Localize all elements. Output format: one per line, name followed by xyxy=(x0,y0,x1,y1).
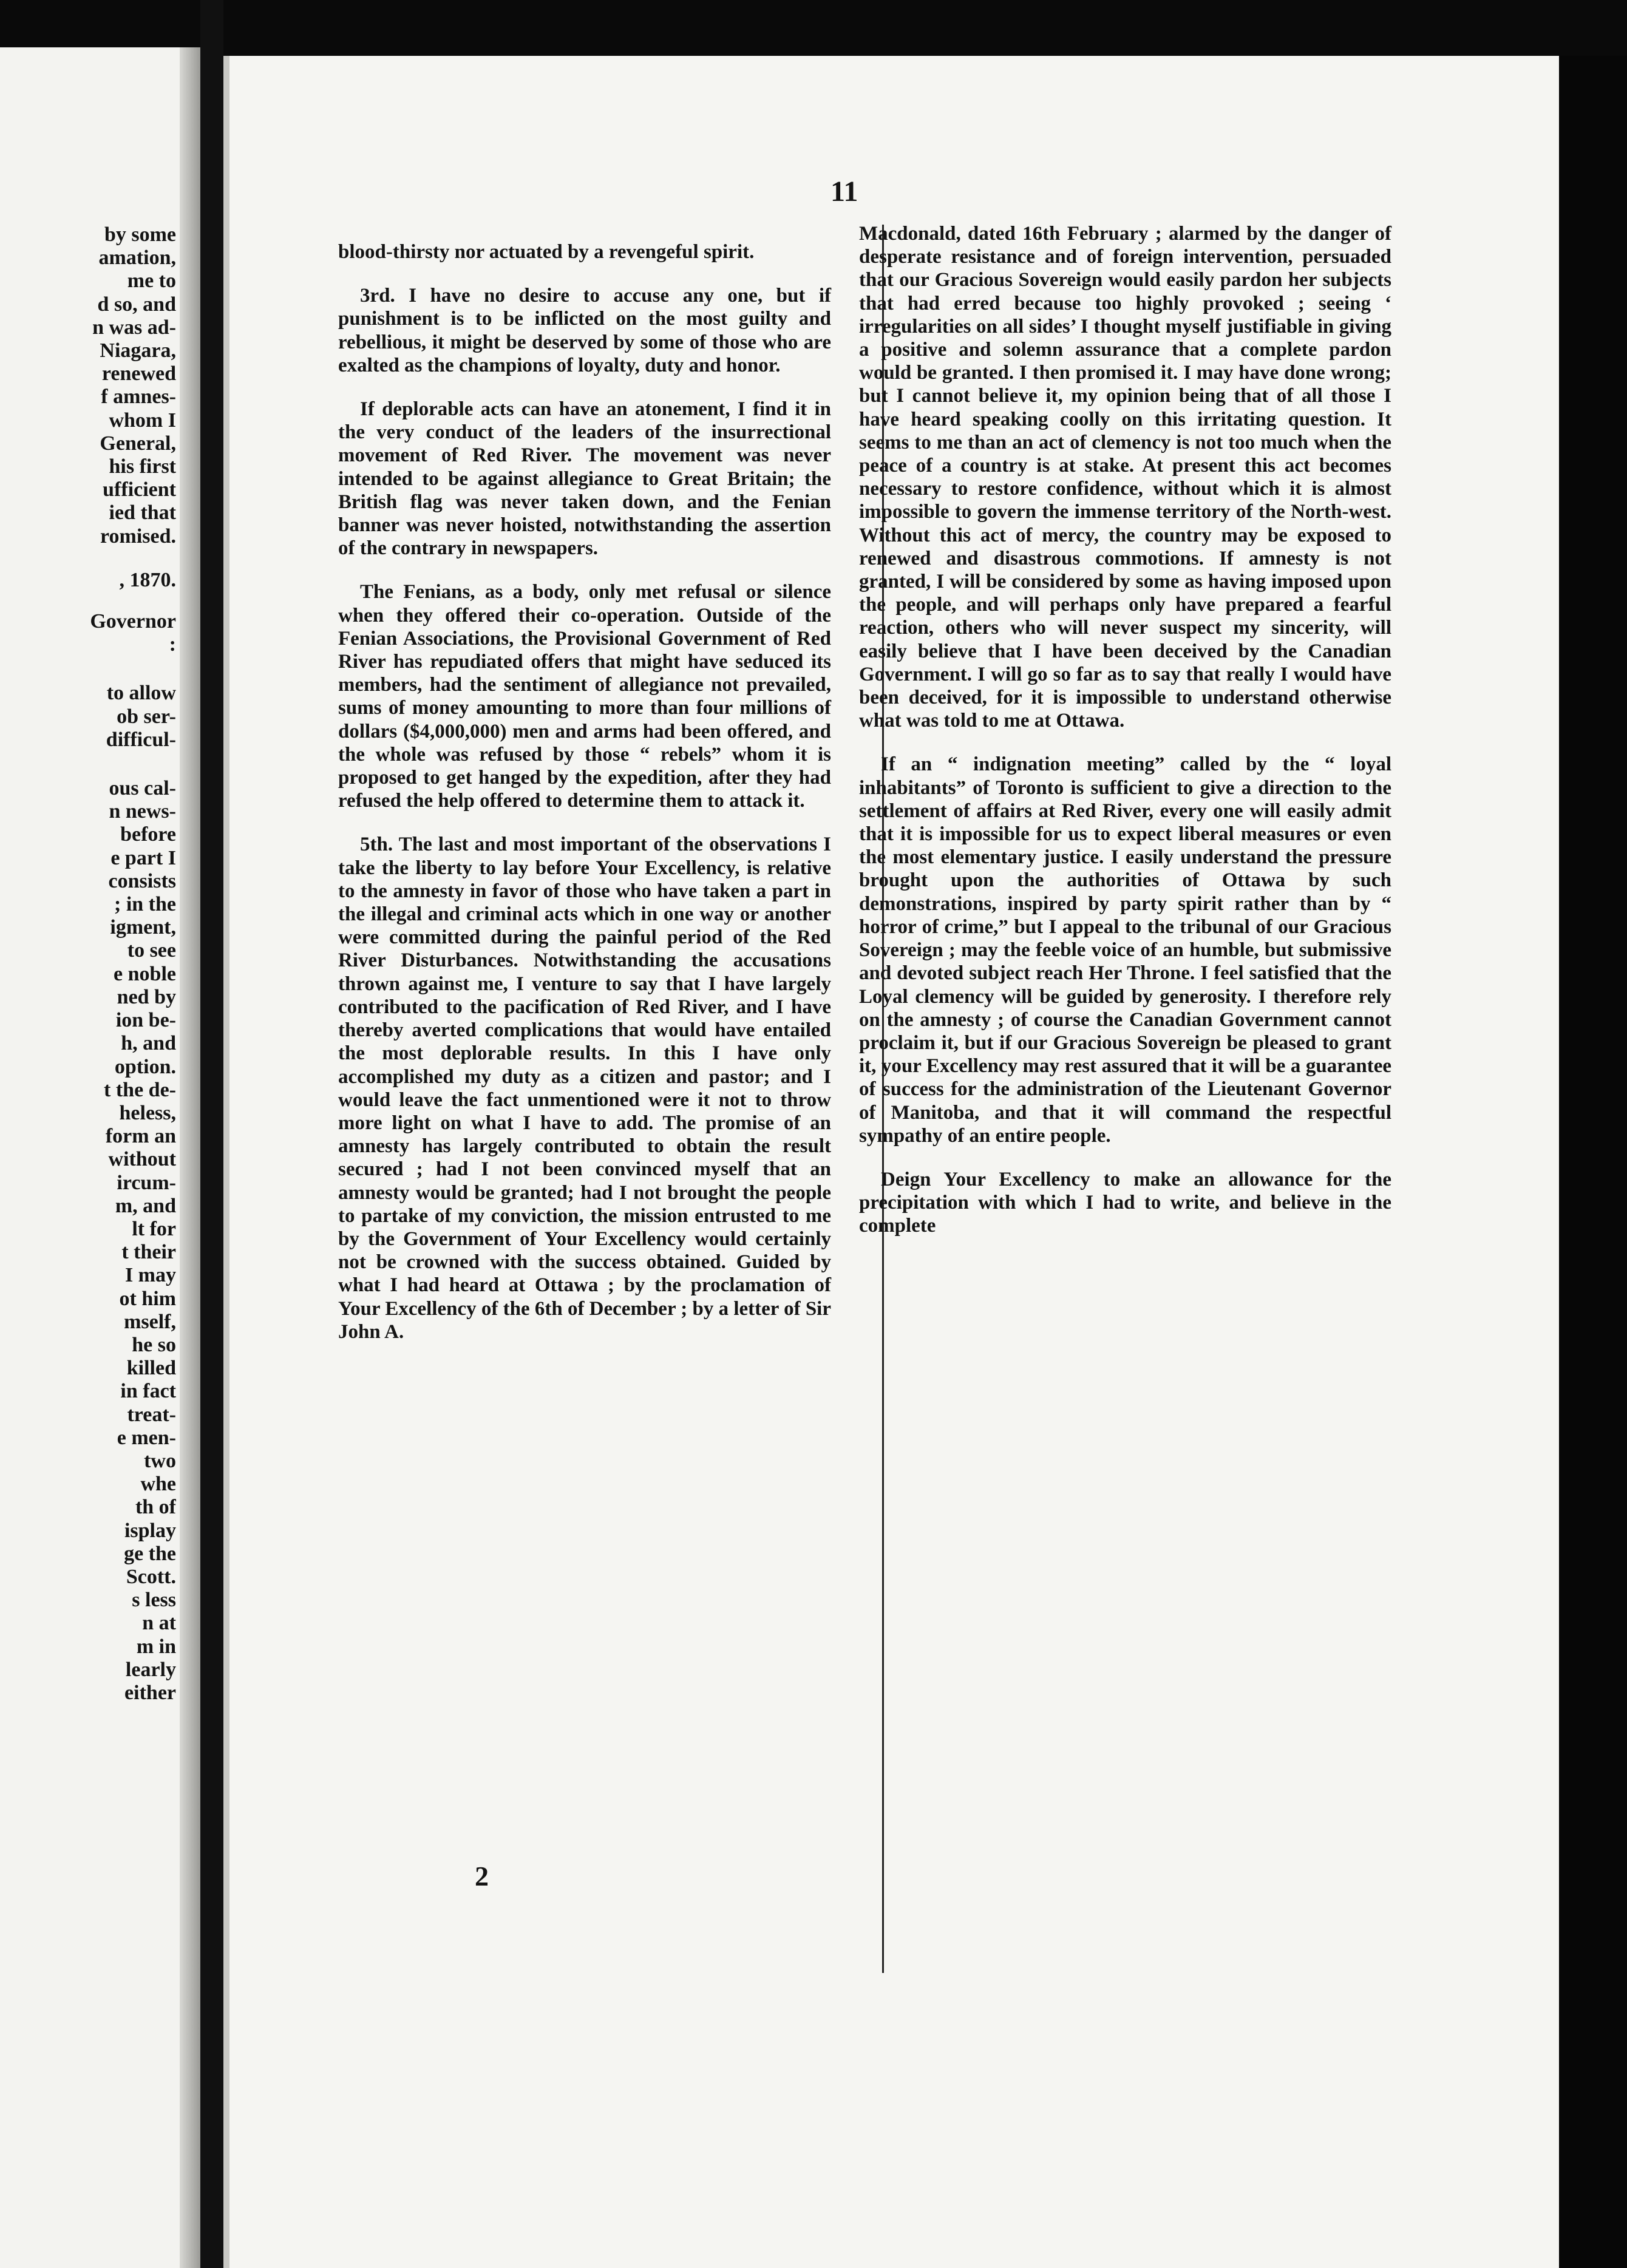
left-page-line: by some xyxy=(104,223,176,246)
book-gutter xyxy=(200,0,223,2268)
left-page-line: m, and xyxy=(115,1194,176,1217)
left-text-block-c xyxy=(0,682,176,752)
left-page-line: Niagara, xyxy=(100,339,176,362)
paragraph: blood-thirsty nor actuated by a revengeful spirit. xyxy=(338,241,755,263)
left-page-line: difficul- xyxy=(106,728,176,751)
left-page-line: d so, and xyxy=(97,293,176,316)
text-column-left xyxy=(338,240,831,1364)
left-page-line: ied that xyxy=(109,501,176,525)
left-page-line: t their xyxy=(121,1241,176,1264)
left-facing-page xyxy=(0,47,200,2268)
left-page-line: Governor xyxy=(90,610,176,633)
left-page-line: t the de- xyxy=(104,1078,176,1101)
left-page-line: consists xyxy=(108,869,176,892)
paragraph: 3rd. I have no desire to accuse any one, but if punishment is to be inflicted on the most guilty and rebellious, it might be deserved by some of those who are exalted as the champions of loyalty, duty and honor. xyxy=(338,285,831,376)
left-page-line: ot him xyxy=(119,1287,176,1310)
left-page-line: before xyxy=(120,823,176,846)
left-page-line: he so xyxy=(132,1333,176,1356)
paragraph: If an “ indignation meeting” called by the “ loyal inhabitants” of Toronto is sufficient to give a direction to the settlement of affairs at Red River, every one will easily admit that it is impossible for us to expect liberal measures or even the most elementary justice. I easily understand the pressure brought upon the authorities of Ottawa by such demonstrations, inspired by party spirit rather than by “ horror of crime,” but I appeal to the tribunal of our Gracious Sovereign ; may the feeble voice of an humble, but submissive and devoted subject reach Her Throne. I feel satisfied that the Loyal clemency will be guided by generosity. I therefore rely on the amnesty ; of course the Canadian Government cannot proclaim it, but if our Gracious Sovereign be pleased to grant it, your Excellency may rest assured that it will be a guarantee of success for the administration of the Lieutenant Governor of Manitoba, and that it will command the respectful sympathy of an entire people. xyxy=(859,753,1391,1147)
left-page-line: two xyxy=(144,1449,176,1472)
left-page-line: me to xyxy=(127,270,176,293)
page-number: 11 xyxy=(830,175,858,208)
left-page-line: n news- xyxy=(109,800,176,823)
text-column-right xyxy=(859,222,1391,1258)
left-page-line: h, and xyxy=(121,1032,176,1055)
left-page-line: : xyxy=(169,633,176,656)
left-text-block-b xyxy=(0,610,176,656)
left-page-line: n was ad- xyxy=(92,316,176,339)
left-page-line: igment, xyxy=(110,916,176,939)
left-page-line: without xyxy=(108,1148,176,1171)
left-page-line: his first xyxy=(109,455,176,478)
left-text-block-d xyxy=(0,777,176,1705)
paragraph: If deplorable acts can have an atonement, I find it in the very conduct of the leaders of the insurrectional movement of Red River. The movement was never intended to be against allegiance to Great Britain; the British flag was never taken down, and the Fenian banner was never hoisted, notwithstanding the assertion of the contrary in newspapers. xyxy=(338,398,831,560)
left-page-line: m in xyxy=(136,1635,176,1658)
left-page-line: Scott. xyxy=(126,1565,176,1588)
left-page-line: ous cal- xyxy=(109,777,176,800)
left-page-line: e men- xyxy=(117,1426,176,1449)
left-page-line: ned by xyxy=(117,985,176,1008)
left-page-line: e part I xyxy=(110,846,176,869)
left-page-line: ; in the xyxy=(114,893,176,916)
left-page-line: I may xyxy=(124,1264,176,1287)
paragraph: 5th. The last and most important of the observations I take the liberty to lay before Your Excellency, is relative to the amnesty in favor of those who have taken a part in the illegal and criminal acts which in one way or another were committed during the painful period of the Red River Disturbances. Notwithstanding the accusations thrown against me, I venture to say that I have largely contributed to the pacification of Red River, and I have thereby averted complications that would have entailed the most deplorable results. In this I have only accomplished my duty as a citizen and pastor; and I would leave the fact unmentioned were it not to throw more light on what I have to add. The promise of an amnesty has largely contributed to obtain the result secured ; had I not been convinced myself that an amnesty would be granted; had I not brought the people to partake of my conviction, the mission entrusted to me by the Government of Your Excellency would certainly not be crowned with the success obtained. Guided by what I had heard at Ottawa ; by the proclamation of Your Excellency of the 6th of December ; by a letter of Sir John A. xyxy=(338,834,831,1343)
left-page-line: to allow xyxy=(106,682,176,705)
left-text-block-a xyxy=(0,223,176,548)
left-page-line: romised. xyxy=(100,525,176,548)
left-page-line: whe xyxy=(140,1473,176,1496)
left-page-line: either xyxy=(124,1681,176,1704)
left-page-line: n at xyxy=(142,1612,176,1635)
left-page-line: f amnes- xyxy=(101,385,176,409)
right-page-edge xyxy=(1559,56,1627,2268)
left-page-line: ge the xyxy=(124,1542,176,1565)
signature-mark: 2 xyxy=(475,1861,489,1892)
page-fold-shadow xyxy=(180,47,200,2268)
left-page-line: treat- xyxy=(127,1403,176,1426)
left-page-line: lt for xyxy=(132,1217,176,1240)
left-page-line: form an xyxy=(105,1125,176,1148)
left-page-line: ion be- xyxy=(115,1009,176,1032)
left-page-line: General, xyxy=(100,432,176,455)
left-page-line: killed xyxy=(126,1357,176,1380)
left-page-line: amation, xyxy=(98,246,176,270)
left-page-line: ufficient xyxy=(103,478,176,501)
left-page-line: ob ser- xyxy=(117,705,176,728)
left-page-line: option. xyxy=(114,1055,176,1078)
left-page-line: renewed xyxy=(101,362,176,385)
left-page-text xyxy=(0,223,176,1705)
left-page-line: s less xyxy=(132,1589,176,1612)
left-page-line: learly xyxy=(125,1658,176,1681)
left-page-line: heless, xyxy=(119,1101,176,1124)
left-page-line: to see xyxy=(127,939,176,962)
left-page-line: mself, xyxy=(124,1310,176,1333)
left-page-line: ircum- xyxy=(117,1171,176,1194)
paragraph: Deign Your Excellency to make an allowance for the precipitation with which I had to write, and believe in the complete xyxy=(859,1168,1391,1237)
left-page-line: e noble xyxy=(114,962,176,985)
paragraph: Macdonald, dated 16th February ; alarmed by the danger of desperate resistance and of foreign intervention, persuaded that our Gracious Sovereign would easily pardon her subjects that had erred because too highly provoked ; seeing ‘ irregularities on all sides’ I thought myself justifiable in giving a positive and solemn assurance that a complete pardon would be granted. I then promised it. I may have done wrong; but I cannot believe it, my opinion being that of all those I have heard speaking coolly on this irritating question. It seems to me than an act of clemency is not too much when the peace of a country is at stake. At present this act becomes necessary to restore confidence, without which it is almost impossible to govern the immense territory of the North-west. Without this act of mercy, the country may be exposed to renewed and disastrous commotions. If amnesty is not granted, I will be considered by some as having imposed upon the people, and will perhaps only have prepared a fearful reaction, others who will never suspect my sincerity, will easily believe that I have been deceived by the Canadian Government. I will go so far as to say that really I would have been deceived, for it is impossible to understand otherwise what was told to me at Ottawa. xyxy=(859,223,1391,732)
left-date-line: , 1870. xyxy=(119,568,176,591)
left-page-line: in fact xyxy=(120,1380,176,1403)
paragraph: The Fenians, as a body, only met refusal or silence when they offered their co-operation. Outside of the Fenian Associations, the Provisional Government of Red River has repudiated offers that might have seduced its members, had the sentiment of allegiance not prevailed, sums of money amounting to more than four millions of dollars ($4,000,000) men and arms had been offered, and the whole was refused by those “ rebels” whom it is proposed to get hanged by the expedition, after they had refused the help offered to determine them to attack it. xyxy=(338,581,831,812)
left-page-line: isplay xyxy=(124,1519,176,1542)
left-page-line: whom I xyxy=(109,409,176,432)
left-page-line: th of xyxy=(135,1496,176,1519)
